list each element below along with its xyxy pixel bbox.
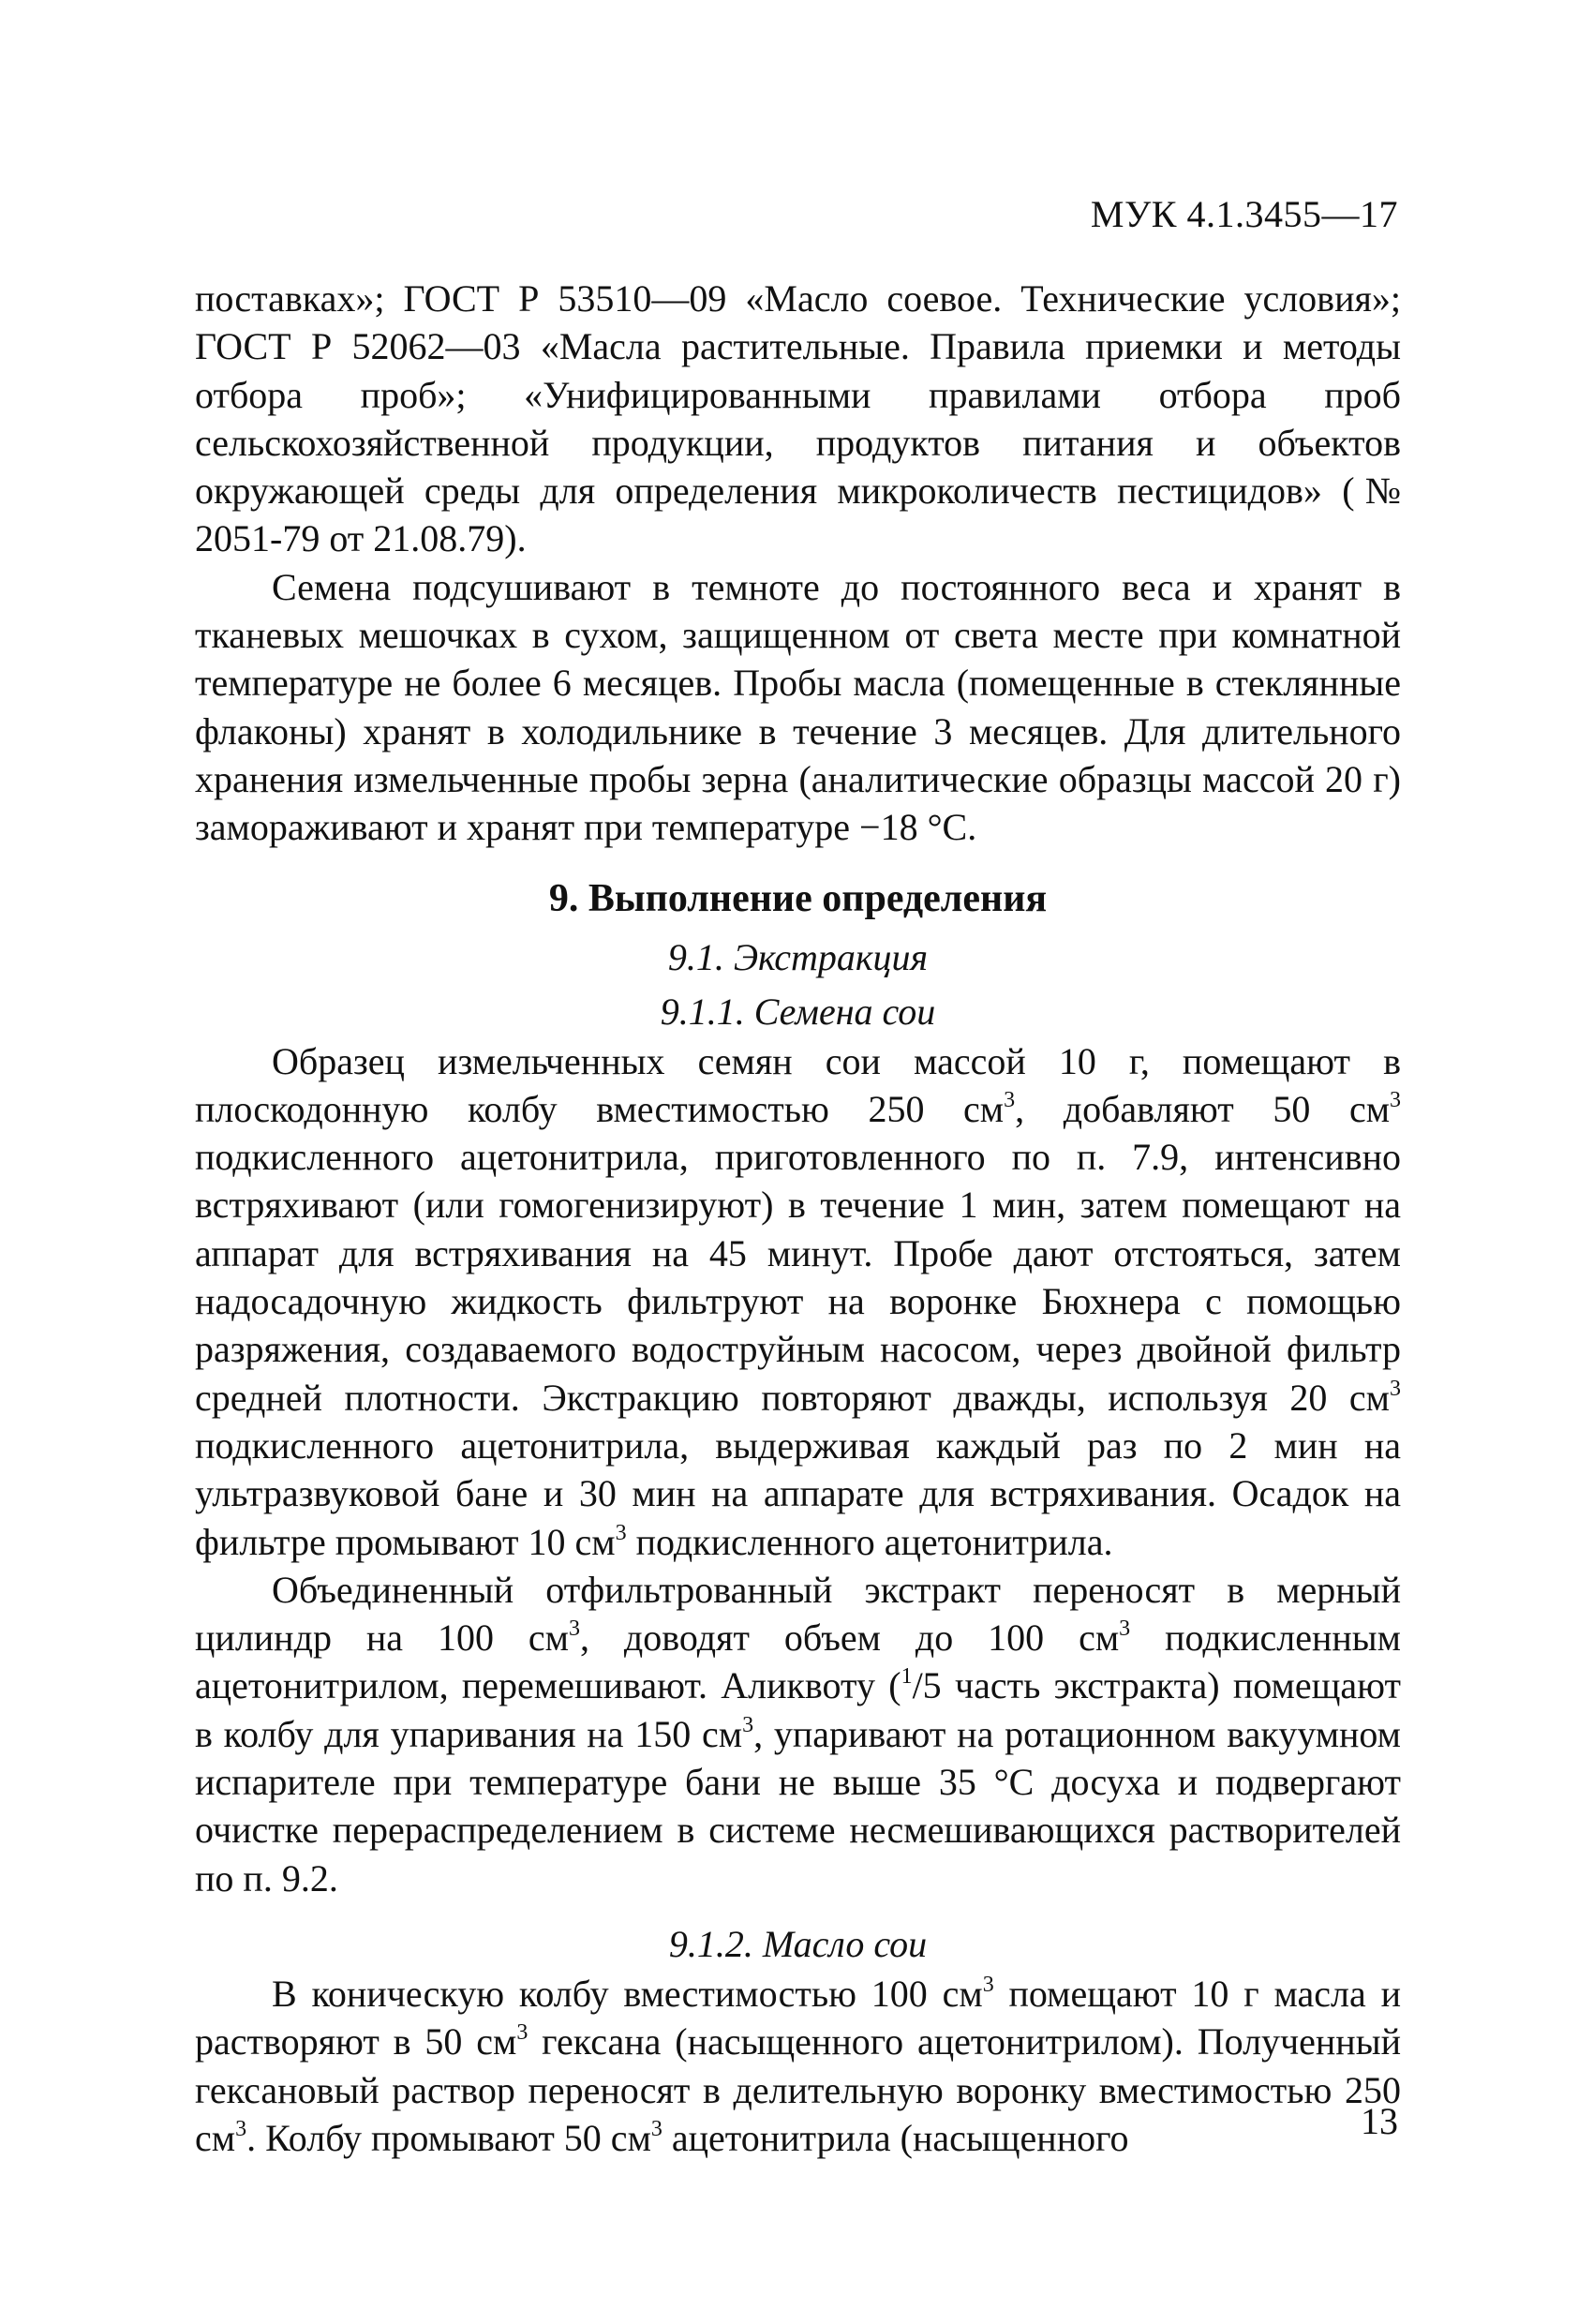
- section-9-1-2-heading: 9.1.2. Масло сои: [668, 1922, 928, 1965]
- section-9-heading: 9. Выполнение определения: [548, 876, 1048, 920]
- superscript: 3: [235, 2116, 247, 2141]
- document-code-header: МУК 4.1.3455—17: [1090, 193, 1398, 235]
- text-run: часть экстракта) помещают в колбу для упаривания на 150 см: [195, 1664, 1401, 1755]
- text-run: подкисленного ацетонитрила.: [626, 1520, 1113, 1563]
- text-run: подкисленным ацетонитрилом, перемешивают. Аликвоту (: [195, 1616, 1401, 1707]
- text-run: подкисленного ацетонитрила, выдерживая каждый раз по 2 мин на ультразвуковой бане и 30 мин на аппарате для встряхивания. Осадок на фильтре промывают 10 см: [195, 1423, 1401, 1563]
- fraction-denominator: /5: [912, 1664, 942, 1707]
- superscript: 3: [1119, 1616, 1131, 1642]
- superscript: 3: [615, 1520, 627, 1545]
- superscript: 3: [742, 1712, 754, 1737]
- intro-paragraph-storage: Семена подсушивают в темноте до постоянного веса и хранят в тканевых мешочках в сухом, защищенном от света месте при комнатной температуре не более 6 месяцев. Пробы масла (помещенные в стеклянные флаконы) хранят в холодильнике в течение 3 месяцев. Для длительного хранения измельченные пробы зерна (аналитические образцы массой 20 г) замораживают и хранят при температуре −18 °С.: [195, 565, 1401, 849]
- document-body: [195, 275, 1401, 2162]
- text-run: Объединенный отфильтрованный экстракт переносят в мерный цилиндр на 100 см: [195, 1568, 1401, 1660]
- text-run: , упаривают на ротационном вакуумном испарителе при температуре бани не выше 35 °С досуха и подвергают очистке перераспределением в системе несмешивающихся растворителей по п. 9.2.: [195, 1712, 1401, 1899]
- superscript: 3: [982, 1972, 994, 1997]
- text-run: , доводят объем до 100 см: [579, 1616, 1120, 1660]
- superscript: 3: [516, 2020, 529, 2046]
- text-run: . Колбу промывают 50 см: [246, 2116, 651, 2159]
- text-run: Образец измельченных семян сои массой 10 г, помещают в плоскодонную колбу вместимостью 250 см: [195, 1039, 1401, 1130]
- text-run: помещают 10 г масла и растворяют в 50 см: [195, 1972, 1401, 2063]
- text-run: подкисленного ацетонитрила, приготовленного по п. 7.9, интенсивно встряхивают (или гомогенизируют) в течение 1 мин, затем помещают на аппарат для встряхивания на 45 минут. Пробе дают отстояться, затем надосадочную жидкость фильтруют на воронке Бюхнера с помощью разряжения, создаваемого водоструйным насосом, через двойной фильтр средней плотности. Экстракцию повторяют дважды, используя 20 см: [195, 1136, 1401, 1419]
- superscript: 3: [568, 1616, 580, 1642]
- superscript: 3: [1004, 1087, 1016, 1112]
- intro-paragraph-continuation: поставках»; ГОСТ Р 53510—09 «Масло соевое. Технические условия»; ГОСТ Р 52062—03 «Масла растительные. Правила приемки и методы отбора проб»; «Унифицированными правилами отбора проб сельскохозяйственной продукции, продуктов питания и объектов окружающей среды для определения микроколичеств пестицидов» (№ 2051-79 от 21.08.79).: [195, 277, 1401, 560]
- text-run: гексана (насыщенного ацетонитрилом). Полученный гексановый раствор переносят в делительную воронку вместимостью 250 см: [195, 2020, 1401, 2159]
- text-run: ацетонитрила (насыщенного: [662, 2116, 1129, 2159]
- superscript: 3: [1390, 1087, 1402, 1112]
- paragraph-combined-extract: [195, 1566, 1401, 1902]
- paragraph-soy-seeds-extraction: [195, 1037, 1401, 1566]
- section-9-1-1-heading: 9.1.1. Семена сои: [660, 990, 936, 1033]
- section-9-1-heading: 9.1. Экстракция: [667, 935, 929, 978]
- text-run: В коническую колбу вместимостью 100 см: [272, 1972, 983, 2015]
- superscript: 3: [650, 2116, 663, 2141]
- fraction-numerator: 1: [901, 1664, 913, 1690]
- page-number: 13: [1361, 2100, 1398, 2142]
- paragraph-soy-oil-extraction: [195, 1970, 1401, 2162]
- text-run: , добавляют 50 см: [1015, 1087, 1391, 1130]
- superscript: 3: [1390, 1376, 1401, 1401]
